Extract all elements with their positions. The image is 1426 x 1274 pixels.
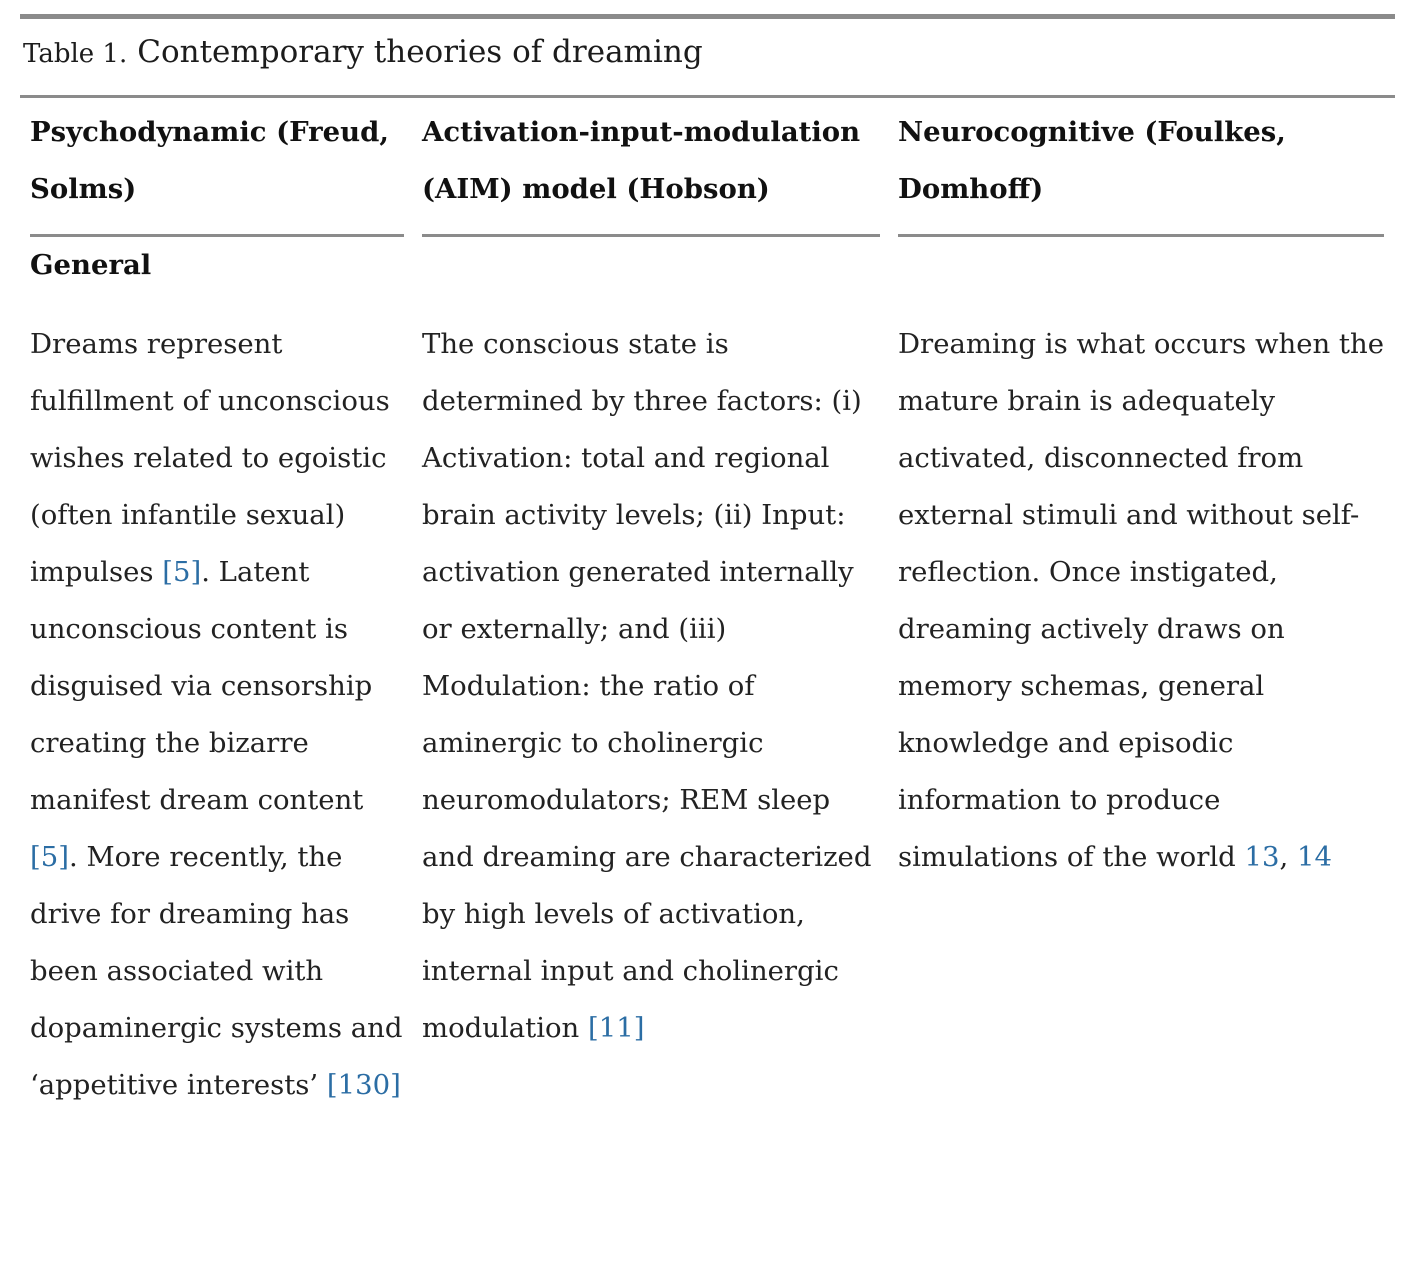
theories-table [20,98,1395,1114]
citation-link[interactable]: 14 [1296,841,1332,873]
column-header-aim-model: Activation-input-modulation (AIM) model (Hobson) [422,98,880,237]
row-label-spacer [422,237,880,294]
column-header-neurocognitive: Neurocognitive (Foulkes, Domhoff) [898,98,1384,237]
cell-general-aim-model [422,294,880,1114]
table-caption-title: Contemporary theories of dreaming [137,34,703,70]
cell-text-run: Dreaming is what occurs when the mature brain is adequately activated, disconnected from external stimuli and without self-reflection. Once instigated, dreaming actively draws on memory schemas, general knowledge and episodic information to produce simulations of the world [898,328,1384,873]
cell-text-run: , [1279,841,1297,873]
citation-link[interactable]: [130] [326,1069,401,1101]
citation-link[interactable]: 13 [1244,841,1280,873]
column-header-psychodynamic: Psychodynamic (Freud, Solms) [30,98,404,237]
citation-link[interactable]: [5] [162,556,202,588]
row-label-general: General [30,249,152,281]
cell-text-run: The conscious state is determined by three factors: (i) Activation: total and regional brain activity levels; (ii) Input: activation generated internally or externally; and (iii) Modulation: the ratio of aminergic to cholinergic neuromodulators; REM sleep and dreaming are characterized by high levels of activation, internal input and cholinergic modulation [422,328,872,1044]
cell-general-psychodynamic [30,294,404,1114]
row-label-spacer [898,237,1384,294]
citation-link[interactable]: [11] [588,1012,645,1044]
citation-link[interactable]: [5] [30,841,69,873]
table-caption [20,19,1395,95]
cell-text-run: . Latent unconscious content is disguised via censorship creating the bizarre manifest dream content [30,556,373,816]
table-caption-label: Table 1. [23,39,128,69]
cell-text-run: . More recently, the drive for dreaming has been associated with dopaminergic systems and ‘appetitive interests’ [30,841,403,1101]
cell-general-neurocognitive [898,294,1384,1114]
contemporary-theories-table-figure [20,14,1395,1114]
cell-text-run: Dreams represent fulfillment of unconscious wishes related to egoistic (often infantile sexual) impulses [30,328,390,588]
